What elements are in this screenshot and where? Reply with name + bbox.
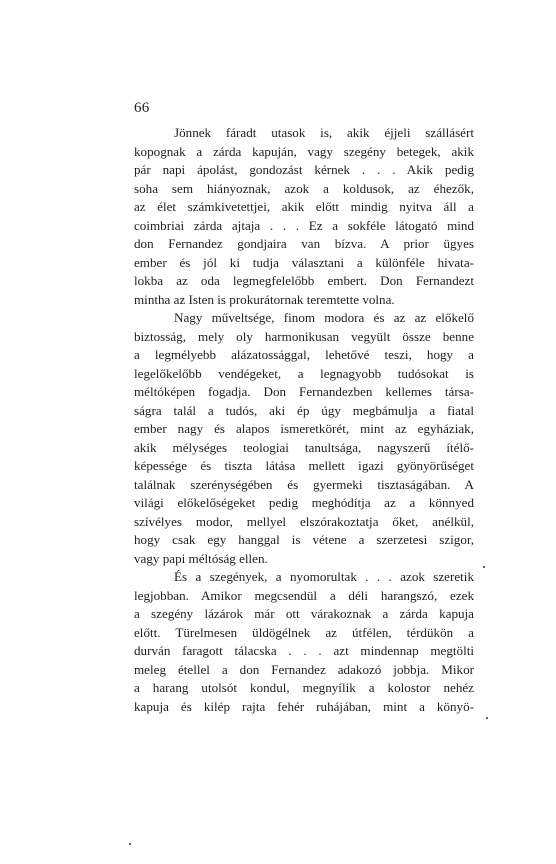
text-line: hogy csak egy hanggal is vétene a szerzetesi szigor, bbox=[134, 532, 474, 547]
text-line: biztosság, mely oly harmonikusan vegyült össze benne bbox=[134, 328, 474, 344]
text-line: pár napi ápolást, gondozást kérnek . . . Akik pedig bbox=[134, 162, 474, 177]
text-line: Nagy műveltsége, finom modora és az az előkelő bbox=[174, 310, 474, 325]
text-line: vagy papi méltóság ellen. bbox=[134, 550, 268, 566]
text-line: kopognak a zárda kapuján, vagy szegény betegek, akik bbox=[134, 143, 474, 159]
print-speck bbox=[483, 566, 485, 568]
text-line: meleg étellel a don Fernandez adakozó jobbja. Mikor bbox=[134, 661, 474, 677]
text-line: legjobban. Amikor megcsendül a déli harangszó, ezek bbox=[134, 587, 474, 603]
text-line: a harang utolsót kondul, megnyílik a kolostor nehéz bbox=[134, 680, 474, 695]
text-line: szívélyes modor, mellyel elszórakoztatja őket, anélkül, bbox=[134, 513, 474, 529]
text-line: soha sem hiányoznak, azok a koldusok, az éhezők, bbox=[134, 180, 474, 196]
text-line: kapuja és kilép rajta fehér ruhájában, mint a könyö- bbox=[134, 698, 474, 714]
page-number: 66 bbox=[134, 100, 150, 116]
text-line: ságra talál a tudós, aki ép úgy megbámulja a fiatal bbox=[134, 402, 474, 418]
text-line: don Fernandez gondjaira van bízva. A prior ügyes bbox=[134, 236, 474, 251]
text-line: mintha az Isten is prokurátornak teremtette volna. bbox=[134, 291, 395, 307]
text-line: És a szegények, a nyomorultak . . . azok szeretik bbox=[174, 569, 474, 584]
text-line: coimbriai zárda ajtaja . . . Ez a sokféle látogató mind bbox=[134, 217, 474, 233]
text-line: durván faragott tálacska . . . azt mindennap megtölti bbox=[134, 643, 474, 658]
text-line: a szegény lázárok már ott várakoznak a zárda kapuja bbox=[134, 606, 474, 621]
text-line: méltóképen fogadja. Don Fernandezben kellemes társa- bbox=[134, 384, 474, 399]
text-line: ember nagy és alapos ismeretkörét, mint az egyháziak, bbox=[134, 421, 474, 436]
text-line: előtt. Türelmesen üldögélnek az útfélen, térdükön a bbox=[134, 624, 474, 640]
text-line: akik mélységes teologiai tanultsága, nagyszerű ítélő- bbox=[134, 439, 474, 455]
print-speck bbox=[129, 843, 131, 845]
text-line: képessége és tiszta látása mellett igazi gyönyörűséget bbox=[134, 458, 474, 473]
body-text bbox=[134, 124, 474, 716]
text-line: Jönnek fáradt utasok is, akik éjjeli szállásért bbox=[174, 125, 474, 140]
text-line: lokba az oda legmegfelelőbb embert. Don Fernandezt bbox=[134, 273, 474, 288]
text-line: ember és jól ki tudja választani a különféle hivata- bbox=[134, 254, 474, 270]
text-line: találnak szerénységében és gyermeki tisztaságában. A bbox=[134, 476, 474, 492]
text-line: legelőkelőbb vendégeket, a legnagyobb tudósokat is bbox=[134, 365, 474, 381]
text-line: a legmélyebb alázatossággal, lehetővé teszi, hogy a bbox=[134, 347, 474, 362]
text-line: az élet számkivetettjei, akik előtt mindig nyitva áll a bbox=[134, 199, 474, 214]
text-line: világi előkelőségeket pedig meghódítja az a könnyed bbox=[134, 495, 474, 510]
print-speck bbox=[486, 717, 488, 719]
